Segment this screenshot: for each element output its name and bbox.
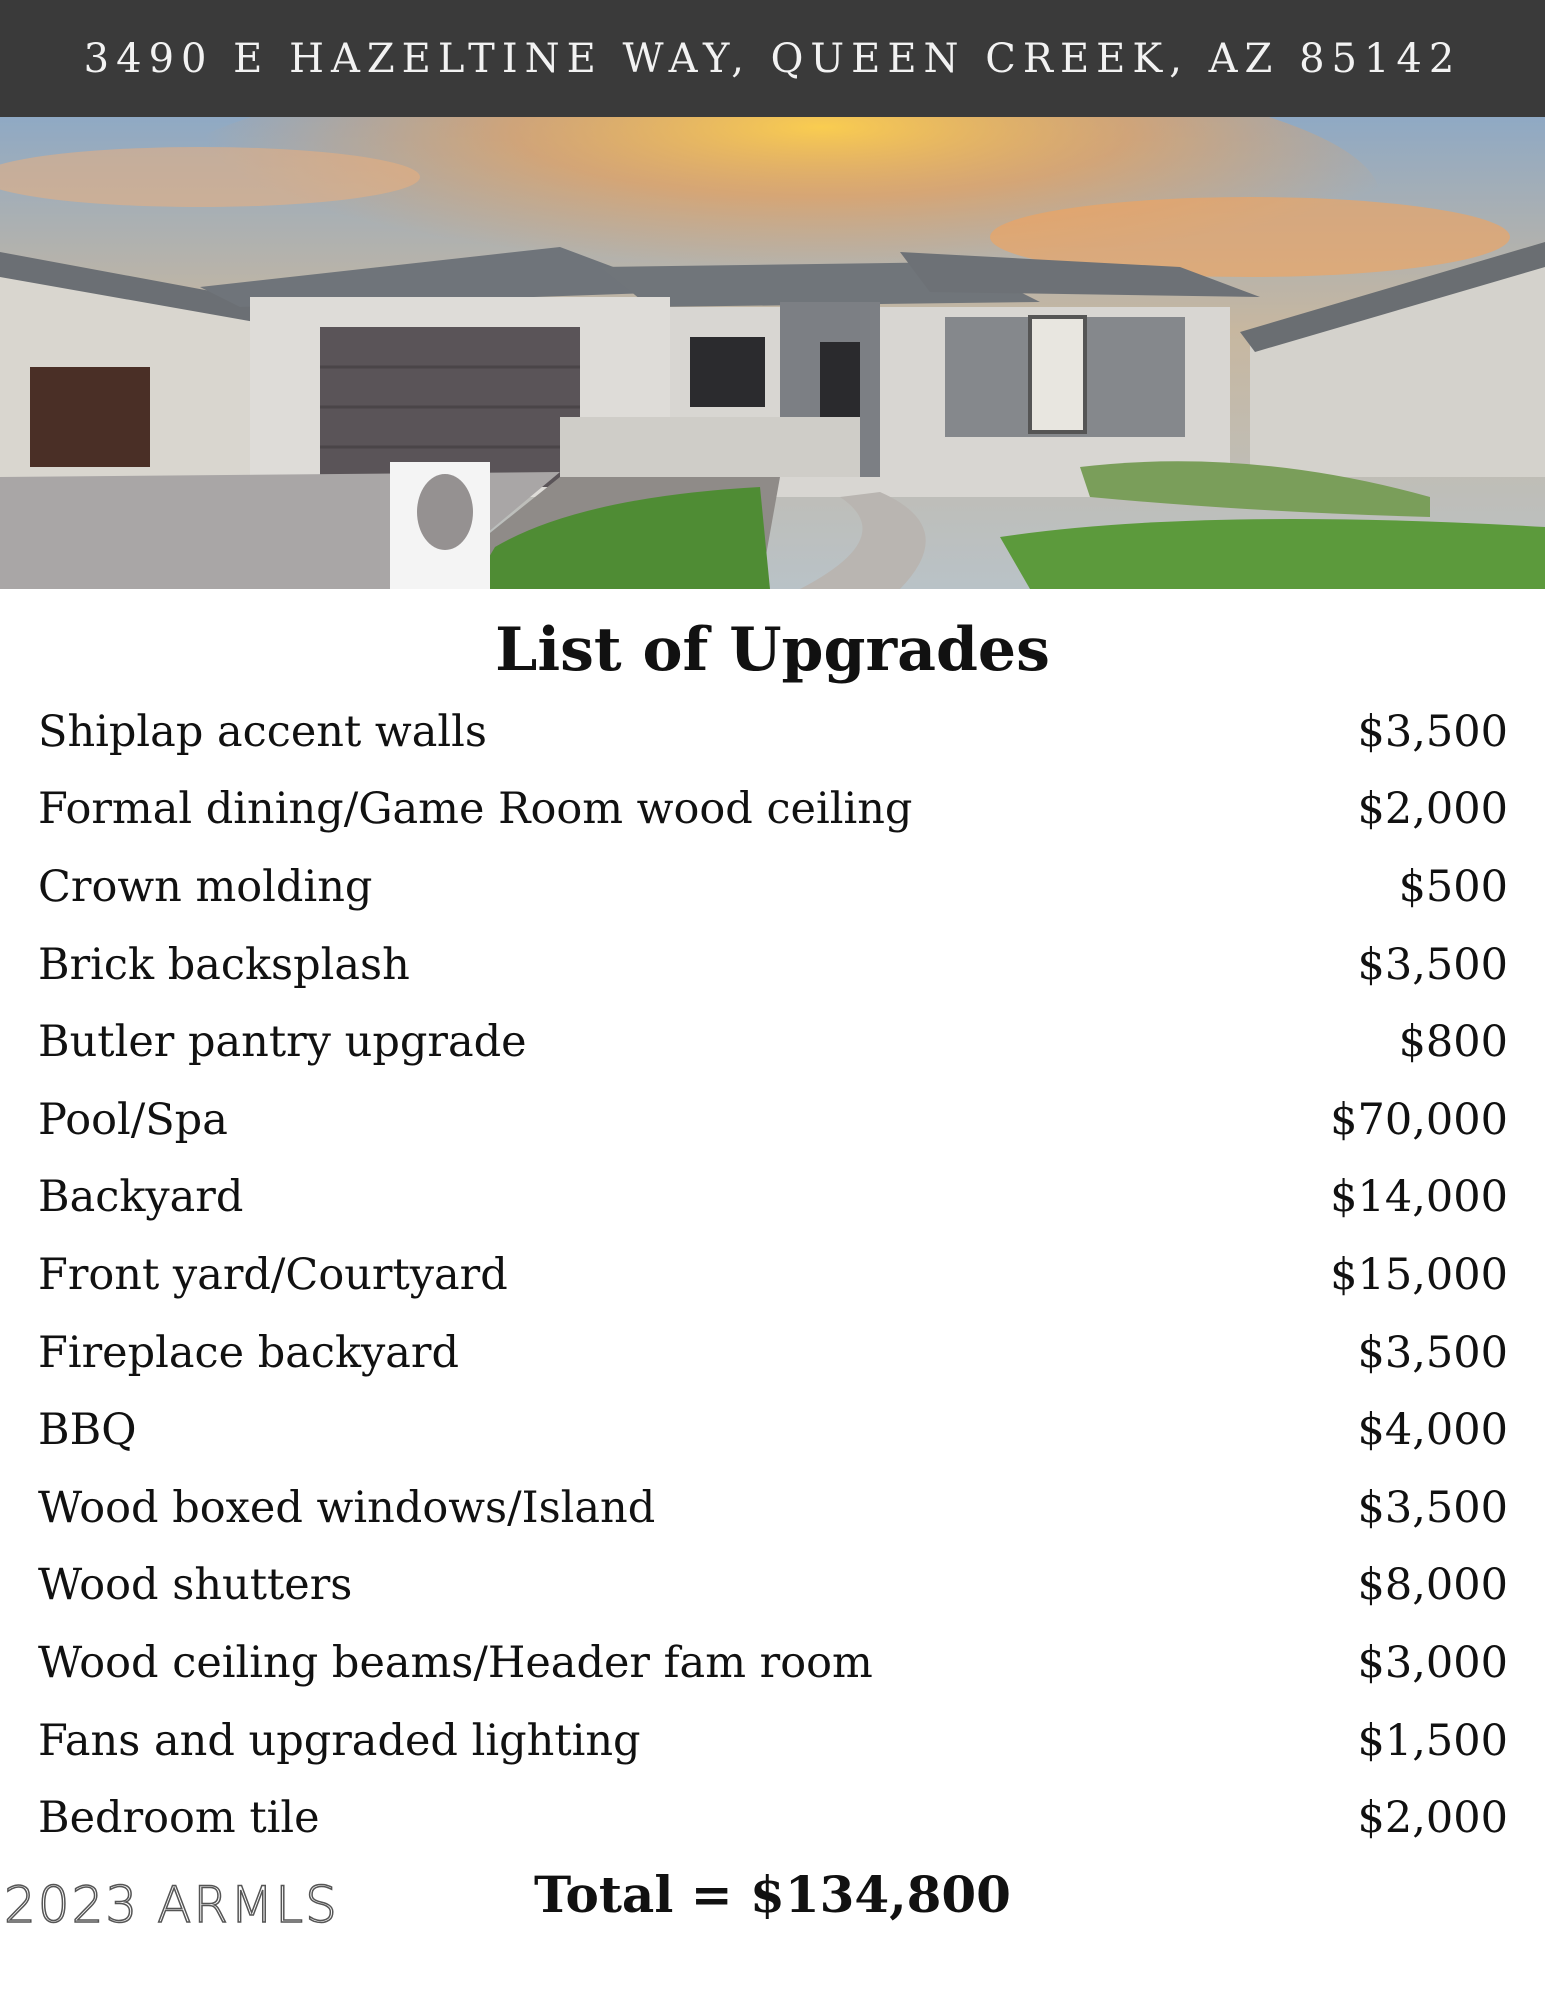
upgrade-price: $3,500: [1357, 706, 1508, 757]
upgrades-heading: List of Upgrades: [495, 615, 1050, 685]
upgrade-price: $2,000: [1357, 784, 1508, 835]
list-item: [38, 848, 1508, 926]
list-item: [38, 1003, 1508, 1081]
upgrade-label: BBQ: [38, 1405, 137, 1456]
header-bar: [0, 0, 1545, 117]
upgrade-label: Crown molding: [38, 861, 373, 912]
list-item: [38, 1547, 1508, 1625]
upgrade-price: $1,500: [1357, 1715, 1508, 1766]
list-item: [38, 1779, 1508, 1857]
upgrade-price: $3,500: [1357, 939, 1508, 990]
upgrade-label: Butler pantry upgrade: [38, 1017, 527, 1068]
upgrade-label: Fans and upgraded lighting: [38, 1715, 641, 1766]
list-item: [38, 693, 1508, 771]
upgrade-label: Backyard: [38, 1172, 244, 1223]
upgrade-label: Fireplace backyard: [38, 1327, 460, 1378]
list-item: [38, 1469, 1508, 1547]
upgrade-price: $15,000: [1330, 1249, 1508, 1300]
upgrade-label: Bedroom tile: [38, 1793, 320, 1844]
upgrade-price: $800: [1398, 1017, 1508, 1068]
copyright-watermark: 2023 ARMLS: [4, 1876, 339, 1934]
upgrade-label: Wood shutters: [38, 1560, 353, 1611]
house-front-photo: [0, 117, 1545, 589]
upgrade-price: $4,000: [1357, 1405, 1508, 1456]
upgrade-price: $500: [1398, 861, 1508, 912]
upgrade-label: Wood boxed windows/Island: [38, 1482, 656, 1533]
address-title: 3490 E HAZELTINE WAY, QUEEN CREEK, AZ 85142: [83, 35, 1462, 82]
list-item: [38, 1159, 1508, 1237]
upgrade-label: Shiplap accent walls: [38, 706, 487, 757]
list-item: [38, 926, 1508, 1004]
list-item: [38, 1236, 1508, 1314]
upgrades-list: [38, 693, 1508, 1857]
list-item: [38, 1624, 1508, 1702]
upgrade-price: $3,000: [1357, 1637, 1508, 1688]
list-item: [38, 1081, 1508, 1159]
upgrade-price: $14,000: [1330, 1172, 1508, 1223]
upgrade-price: $3,500: [1357, 1482, 1508, 1533]
upgrade-label: Brick backsplash: [38, 939, 410, 990]
list-item: [38, 1314, 1508, 1392]
upgrade-price: $2,000: [1357, 1793, 1508, 1844]
upgrade-label: Wood ceiling beams/Header fam room: [38, 1637, 873, 1688]
total-amount: Total = $134,800: [534, 1865, 1011, 1924]
upgrade-label: Front yard/Courtyard: [38, 1249, 508, 1300]
upgrade-price: $70,000: [1330, 1094, 1508, 1145]
upgrade-label: Formal dining/Game Room wood ceiling: [38, 784, 913, 835]
list-item: [38, 1391, 1508, 1469]
upgrade-price: $8,000: [1357, 1560, 1508, 1611]
list-item: [38, 771, 1508, 849]
list-item: [38, 1702, 1508, 1780]
upgrade-label: Pool/Spa: [38, 1094, 228, 1145]
upgrade-price: $3,500: [1357, 1327, 1508, 1378]
